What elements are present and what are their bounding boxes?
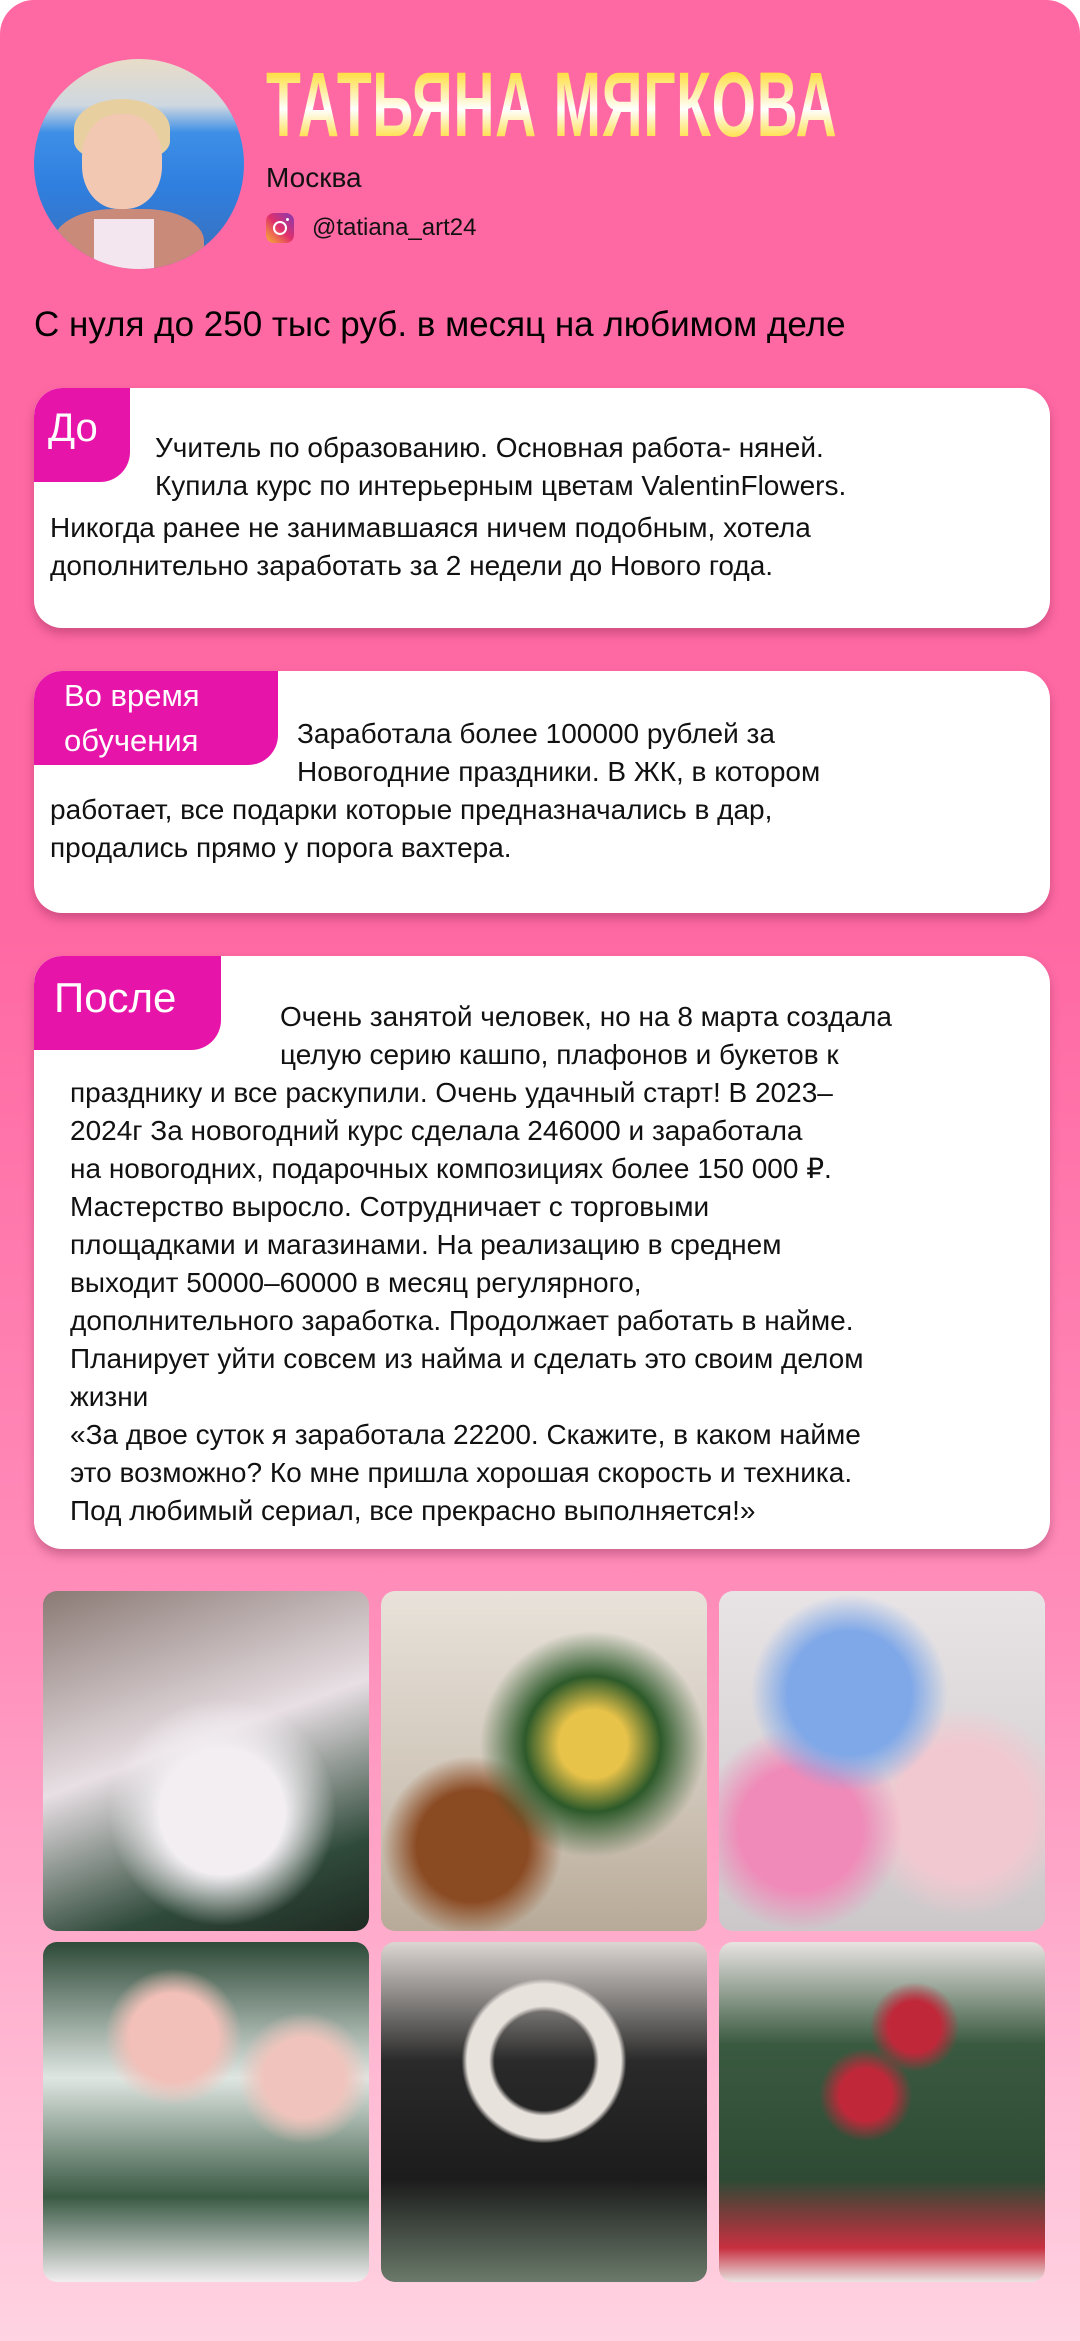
text-line: Никогда ранее не занимавшаяся ничем подобным, хотела [50,512,811,543]
text-line: продались прямо у порога вахтера. [50,832,512,863]
instagram-handle[interactable]: @tatiana_art24 [312,214,477,241]
text-line: это возможно? Ко мне пришла хорошая скорость и техника. [70,1457,853,1488]
tab-label: обучения [64,723,199,758]
text-line: Под любимый сериал, все прекрасно выполняется!» [70,1495,756,1526]
during-text [50,715,1050,867]
text-line: Планирует уйти совсем из найма и сделать это своим делом [70,1343,864,1374]
text-line: «За двое суток я заработала 22200. Скажите, в каком найме [70,1419,861,1450]
text-line: на новогодних, подарочных композициях более 150 000 ₽. [70,1153,832,1184]
text-line: Заработала более 100000 рублей за [297,718,775,749]
tab-label: Во время [64,678,200,713]
text-line: выходит 50000–60000 в месяц регулярного, [70,1267,642,1298]
text-line: празднику и все раскупили. Очень удачный старт! В 2023– [70,1077,833,1108]
tab-label: До [48,406,98,450]
before-card [34,388,1050,628]
text-line: дополнительно заработать за 2 недели до Нового года. [50,550,774,581]
tagline: С нуля до 250 тыс руб. в месяц на любимом деле [34,305,846,344]
gallery-photo-rose-tree[interactable] [43,1942,369,2282]
text-line: дополнительного заработка. Продолжает работать в найме. [70,1305,854,1336]
text-line: площадками и магазинами. На реализацию в среднем [70,1229,782,1260]
after-card [34,956,1050,1549]
profile-city: Москва [266,162,362,193]
gallery-photo-white-wreath[interactable] [381,1942,707,2282]
avatar [34,59,244,269]
gallery-photo-flower-bouquets[interactable] [719,1591,1045,1931]
after-text [70,998,1050,1530]
during-card [34,671,1050,913]
text-line: целую серию кашпо, плафонов и букетов к [280,1039,839,1070]
profile-name: ТАТЬЯНА МЯГКОВА [266,54,838,156]
text-line: жизни [70,1381,149,1412]
text-line: Новогодние праздники. В ЖК, в котором [297,756,821,787]
instagram-link[interactable] [266,213,476,243]
gallery-photo-christmas-figures[interactable] [43,1591,369,1931]
gallery-photo-red-house-tree[interactable] [719,1942,1045,2282]
text-line: Учитель по образованию. Основная работа- няней. [155,432,824,463]
tab-label: После [54,974,177,1021]
text-line: Очень занятой человек, но на 8 марта создала [280,1001,892,1032]
instagram-icon [266,213,294,243]
before-text [50,429,1050,585]
text-line: Купила курс по интерьерным цветам ValentinFlowers. [155,470,847,501]
text-line: работает, все подарки которые предназначались в дар, [50,794,773,825]
text-line: Мастерство выросло. Сотрудничает с торговыми [70,1191,710,1222]
gallery-photo-gingerbread-tree[interactable] [381,1591,707,1931]
text-line: 2024г За новогодний курс сделала 246000 и заработала [70,1115,803,1146]
